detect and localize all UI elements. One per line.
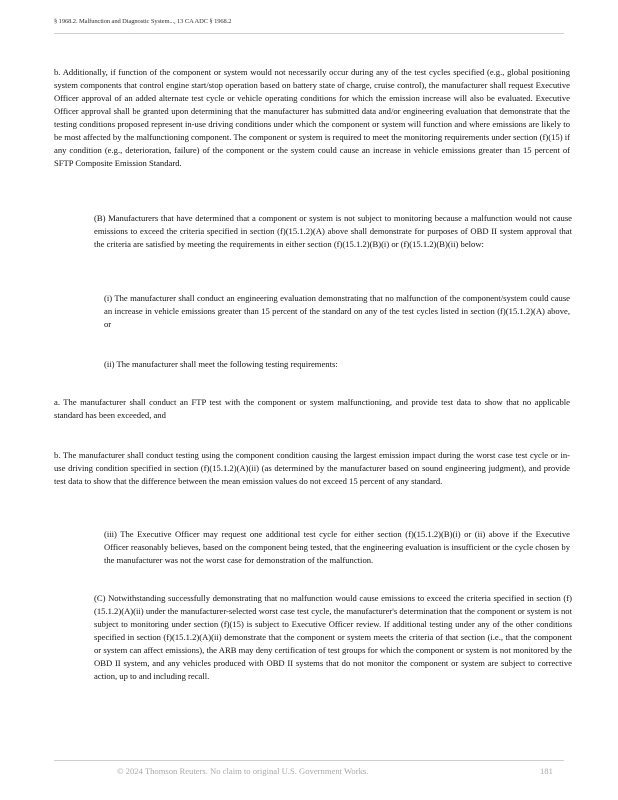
paragraph-b-additional-test-cycle: b. Additionally, if function of the component or system would not necessarily occur during any of the test cycles specified (e.g., global positioning system components that control engine start/stop operation based on battery state of charge, cruise control), the manufacturer shall request Executive Officer approval of an added alternate test cycle or vehicle operating conditions for which the emission increase will also be evaluated. Executive Officer approval shall be granted upon determining that the manufacturer has submitted data and/or engineering evaluation that demonstrate that the testing conditions proposed represent in-use driving conditions under which the component or system will function and where emissions are likely to be most affected by the malfunctioning component. The component or system is required to meet the monitoring requirements under section (f)(15) if any condition (e.g., deterioration, failure) of the component or the system could cause an increase in vehicle emissions greater than 15 percent of SFTP Composite Emission Standard. xyxy=(54,67,570,168)
footer-divider xyxy=(54,760,564,761)
page-header-citation: § 1968.2. Malfunction and Diagnostic System..., 13 CA ADC § 1968.2 xyxy=(54,18,232,25)
footer-copyright: © 2024 Thomson Reuters. No claim to original U.S. Government Works. xyxy=(117,766,369,776)
paragraph-B-not-subject-to-monitoring: (B) Manufacturers that have determined that a component or system is not subject to monitoring because a malfunction would not cause emissions to exceed the criteria specified in section (f)(15.1.2)(A) above shall demonstrate for purposes of OBD II system approval that the criteria are satisfied by meeting the requirements in either section (f)(15.1.2)(B)(i) or (f)(15.1.2)(B)(ii) below: xyxy=(94,213,572,249)
header-divider xyxy=(54,33,564,34)
paragraph-b-worst-case-testing: b. The manufacturer shall conduct testing using the component condition causing the largest emission impact during the worst case test cycle or in-use driving condition specified in section (f)(15.1.2)(A)(ii) (as determined by the manufacturer based on sound engineering judgment), and provide test data to show that the difference between the mean emission values do not exceed 15 percent of any standard. xyxy=(54,450,570,486)
paragraph-C-executive-officer-review: (C) Notwithstanding successfully demonstrating that no malfunction would cause emissions to exceed the criteria specified in section (f)(15.1.2)(A)(ii) under the manufacturer-selected worst case test cycle, the manufacturer's determination that the component or system is not subject to monitoring under section (f)(15) is subject to Executive Officer review. If additional testing under any of the other conditions specified in section (f)(15.1.2)(A)(ii) demonstrate that the component or system meets the criteria of that section (i.e., that the component or system can affect emissions), the ARB may deny certification of test groups for which the component or system is not monitored by the OBD II system, and any vehicles produced with OBD II systems that do not monitor the component or system are subject to corrective action, up to and including recall. xyxy=(94,593,572,681)
paragraph-ii-testing-requirements: (ii) The manufacturer shall meet the following testing requirements: xyxy=(104,359,338,369)
page-number: 181 xyxy=(540,766,553,776)
paragraph-i-engineering-evaluation: (i) The manufacturer shall conduct an engineering evaluation demonstrating that no malfunction of the component/system could cause an increase in vehicle emissions greater than 15 percent of the standard on any of the test cycles listed in section (f)(15.1.2)(A) above, or xyxy=(104,293,570,329)
paragraph-a-ftp-test: a. The manufacturer shall conduct an FTP test with the component or system malfunctioning, and provide test data to show that no applicable standard has been exceeded, and xyxy=(54,397,570,420)
paragraph-iii-additional-test-cycle: (iii) The Executive Officer may request one additional test cycle for either section (f)(15.1.2)(B)(i) or (ii) above if the Executive Officer reasonably believes, based on the component being tested, that the engineering evaluation is insufficient or the cycle chosen by the manufacturer was not the worst case for demonstration of the malfunction. xyxy=(104,529,570,565)
